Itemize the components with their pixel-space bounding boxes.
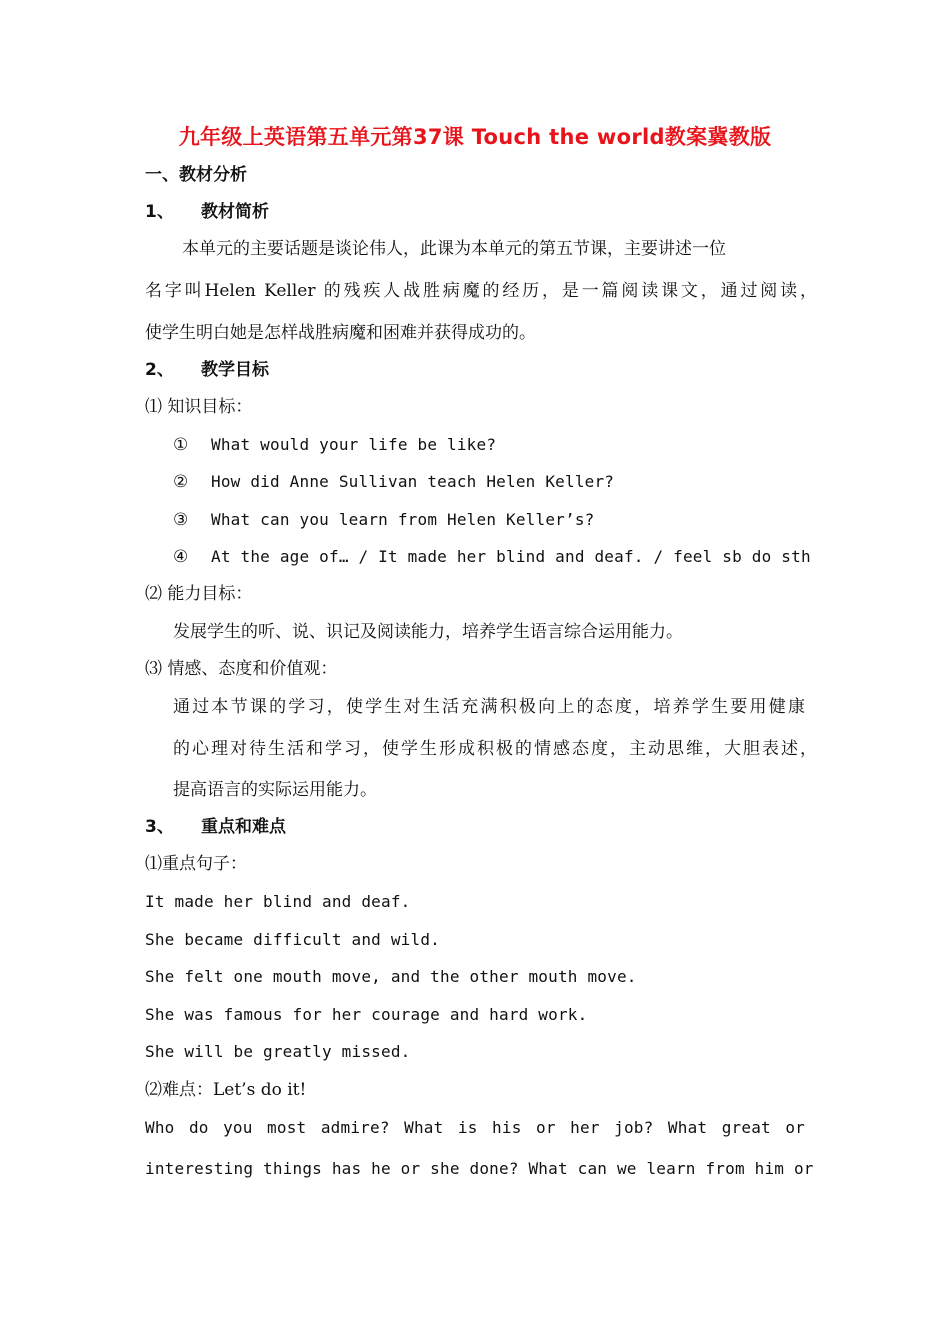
subsection-title: 教学目标 <box>201 360 269 380</box>
paragraph-line: 使学生明白她是怎样战胜病魔和困难并获得成功的。 <box>145 323 536 343</box>
list-marker: ① <box>173 435 189 455</box>
subsection-number: 1、 <box>145 202 174 222</box>
key-sentence: It made her blind and deaf. <box>145 892 411 911</box>
ability-objective-label: ⑵ 能力目标： <box>145 584 253 604</box>
list-item <box>173 545 811 569</box>
emotion-objective-label: ⑶ 情感、态度和价值观： <box>145 659 338 679</box>
list-marker: ② <box>173 472 189 492</box>
document-title: 九年级上英语第五单元第37课 Touch the world教案冀教版 <box>178 125 772 149</box>
paragraph-line: 本单元的主要话题是谈论伟人，此课为本单元的第五节课，主要讲述一位 <box>182 239 726 259</box>
key-sentences-label: ⑴重点句子： <box>145 854 247 874</box>
paragraph-line: 提高语言的实际运用能力。 <box>173 780 377 800</box>
list-item-text: At the age of… / It made her blind and deaf. / feel sb do sth <box>211 547 811 566</box>
key-sentence: She became difficult and wild. <box>145 930 440 949</box>
subsection-heading-overview <box>145 200 269 224</box>
paragraph-line: interesting things has he or she done? What can we learn from him or <box>145 1159 814 1178</box>
subsection-title: 教材简析 <box>201 202 269 222</box>
subsection-title: 重点和难点 <box>201 817 286 837</box>
difficulty-label: ⑵难点：Let’s do it! <box>145 1080 307 1100</box>
subsection-heading-objectives <box>145 358 269 382</box>
subsection-number: 3、 <box>145 817 174 837</box>
list-marker: ③ <box>173 510 189 530</box>
paragraph-line: 名字叫Helen Keller 的残疾人战胜病魔的经历，是一篇阅读课文，通过阅读， <box>145 281 817 301</box>
knowledge-objective-label: ⑴ 知识目标： <box>145 397 253 417</box>
subsection-number: 2、 <box>145 360 174 380</box>
list-marker: ④ <box>173 547 189 567</box>
list-item <box>173 433 496 457</box>
paragraph-line: 通过本节课的学习，使学生对生活充满积极向上的态度，培养学生要用健康 <box>173 697 805 717</box>
list-item <box>173 508 594 532</box>
list-item-text: What would your life be like? <box>211 435 497 454</box>
key-sentence: She felt one mouth move, and the other mouth move. <box>145 967 637 986</box>
section-heading-analysis: 一、教材分析 <box>145 165 247 185</box>
ability-objective-text: 发展学生的听、说、识记及阅读能力，培养学生语言综合运用能力。 <box>173 622 683 642</box>
key-sentence: She will be greatly missed. <box>145 1042 411 1061</box>
paragraph-line: Who do you most admire? What is his or her job? What great or <box>145 1118 805 1137</box>
paragraph-line: 的心理对待生活和学习，使学生形成积极的情感态度，主动思维，大胆表述， <box>173 739 817 759</box>
subsection-heading-keypoints <box>145 815 286 839</box>
list-item-text: What can you learn from Helen Keller’s? <box>211 510 595 529</box>
list-item-text: How did Anne Sullivan teach Helen Keller? <box>211 472 615 491</box>
list-item <box>173 470 614 494</box>
key-sentence: She was famous for her courage and hard work. <box>145 1005 588 1024</box>
